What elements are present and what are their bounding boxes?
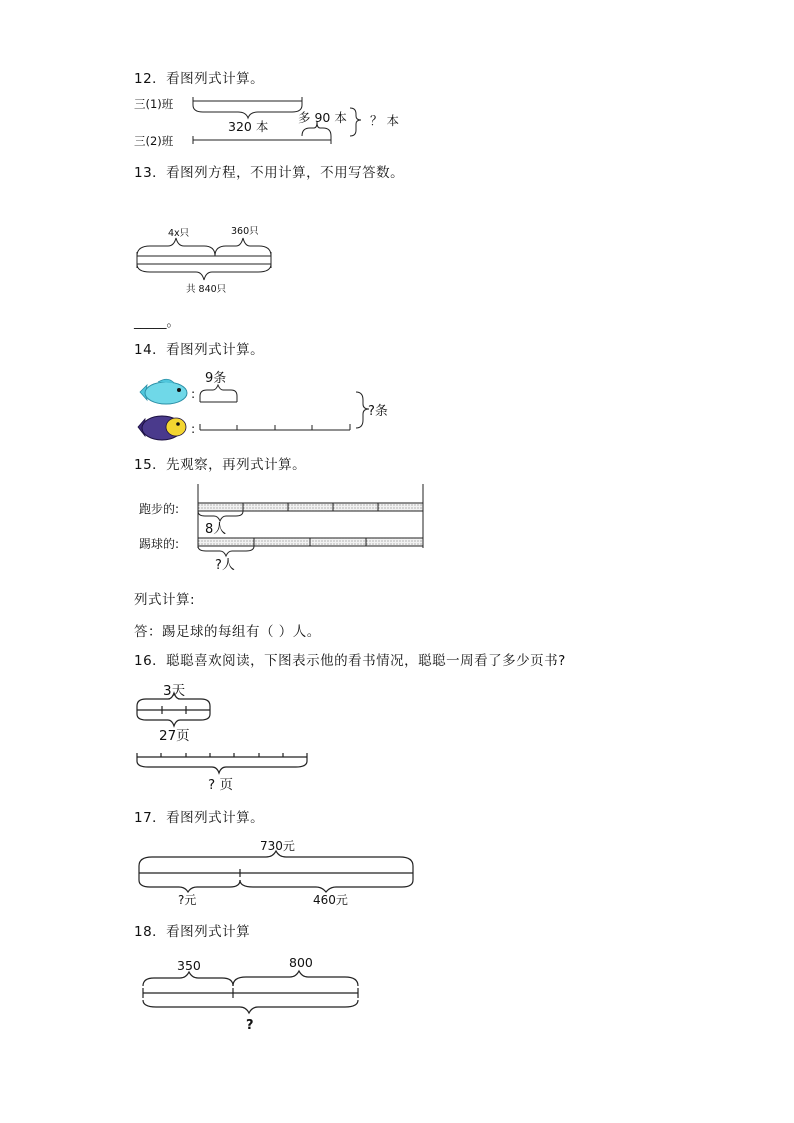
- q16-total-label: ? 页: [208, 777, 233, 793]
- q15-answer-prompt: 答：踢足球的每组有（ ）人。: [134, 624, 321, 640]
- q12-count-label: 320 本: [228, 119, 269, 134]
- q15-count-label: 8人: [205, 522, 227, 537]
- q15-row1-label: 跑步的:: [139, 502, 180, 516]
- q14-total-label: ?条: [368, 404, 388, 419]
- q18-title: 18．看图列式计算: [134, 924, 251, 940]
- q15-title: 15．先观察，再列式计算。: [134, 457, 307, 473]
- q14-title: 14．看图列式计算。: [134, 342, 265, 358]
- q16-days-label: 3天: [163, 683, 186, 699]
- q14-count-label: 9条: [205, 371, 227, 386]
- q12-more-label: 多 90 本: [298, 110, 347, 125]
- q15-question-label: ?人: [215, 558, 235, 573]
- q14-colon-2: :: [191, 421, 196, 436]
- q18-right-label: 800: [289, 955, 313, 970]
- q13-title: 13．看图列方程，不用计算，不用写答数。: [134, 165, 405, 181]
- q16-pages-label: 27页: [159, 728, 190, 744]
- q15-formula-prompt: 列式计算:: [134, 592, 196, 608]
- q17-title: 17．看图列式计算。: [134, 810, 265, 826]
- q16-title: 16．聪聪喜欢阅读，下图表示他的看书情况，聪聪一周看了多少页书?: [134, 653, 566, 669]
- q18-left-label: 350: [177, 958, 201, 973]
- q17-right-label: 460元: [313, 893, 348, 907]
- q13-left-label: 4x只: [168, 228, 190, 239]
- q13-total-label: 共 840只: [186, 284, 227, 295]
- q12-row2-label: 三(2)班: [134, 134, 174, 148]
- q13-right-label: 360只: [231, 226, 259, 237]
- q14-colon-1: :: [191, 386, 196, 401]
- q18-total-label: ?: [246, 1018, 254, 1033]
- q12-title: 12．看图列式计算。: [134, 71, 265, 87]
- q17-total-label: 730元: [260, 839, 295, 853]
- q13-answer-blank[interactable]: _____。: [134, 315, 180, 330]
- q12-row1-label: 三(1)班: [134, 97, 174, 111]
- q12-total-label: ？ 本: [370, 113, 399, 128]
- q15-row2-label: 踢球的:: [139, 537, 180, 551]
- q17-left-label: ?元: [178, 893, 197, 907]
